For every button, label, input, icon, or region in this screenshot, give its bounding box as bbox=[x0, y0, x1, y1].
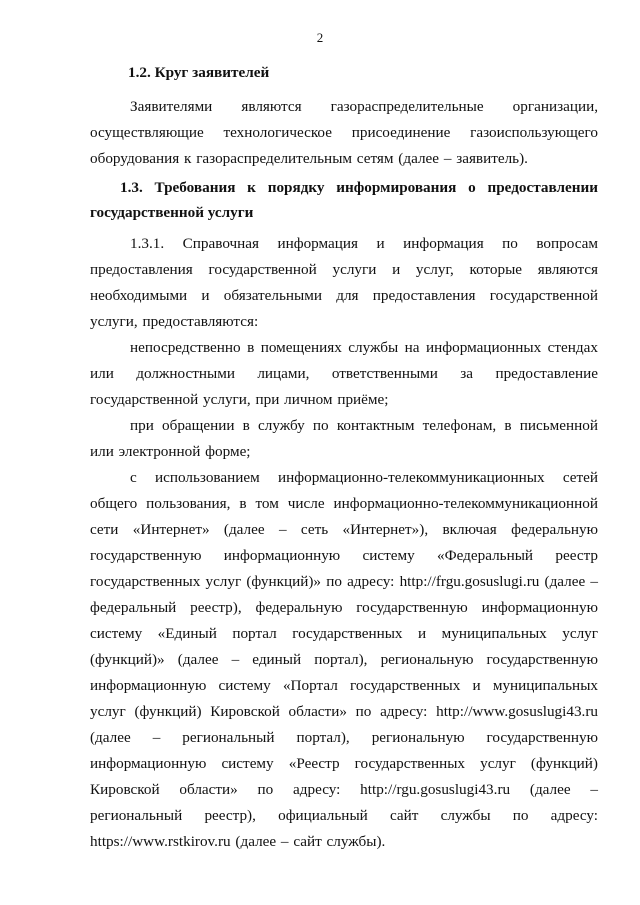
section-heading-1-3: 1.3. Требования к порядку информирования о предоставлении государственной услуги bbox=[90, 179, 598, 221]
section-heading-1-2: 1.2. Круг заявителей bbox=[128, 64, 270, 81]
applicants-paragraph: Заявителями являются газораспределительные организации, осуществляющие технологическое присоединение газоиспользующего оборудования к газораспределительным сетям (далее – заявитель). bbox=[90, 98, 598, 167]
document-body bbox=[90, 60, 598, 855]
paragraph-internet: с использованием информационно-телекоммуникационных сетей общего пользования, в том числе информационно-телекоммуникационной сети «Интернет» (далее – сеть «Интернет»), включая федеральную государственную информационную систему «Федеральный реестр государственных услуг (функций)» по адресу: http://frgu.gosuslugi.ru (далее – федеральный реестр), федеральную государственную информационную систему «Единый портал государственных и муниципальных услуг (функций)» (далее – единый портал), региональную государственную информационную систему «Портал государственных и муниципальных услуг (функций) Кировской области» по адресу: http://www.gosuslugi43.ru (далее – региональный портал), региональную государственную информационную систему «Реестр государственных услуг (функций) Кировской области» по адресу: http://rgu.gosuslugi43.ru (далее – региональный реестр), официальный сайт службы по адресу: https://www.rstkirov.ru (далее – сайт службы). bbox=[90, 469, 598, 850]
paragraph-in-person: непосредственно в помещениях службы на информационных стендах или должностными лицами, ответственными за предоставление государственной услуги, при личном приёме; bbox=[90, 339, 598, 408]
paragraph-1-3-1: 1.3.1. Справочная информация и информация по вопросам предоставления государственной услуги и услуг, которые являются необходимыми и обязательными для предоставления государственной услуги, предоставляются: bbox=[90, 235, 598, 330]
paragraph-by-contact: при обращении в службу по контактным телефонам, в письменной или электронной форме; bbox=[90, 417, 598, 460]
page-number: 2 bbox=[316, 30, 324, 45]
